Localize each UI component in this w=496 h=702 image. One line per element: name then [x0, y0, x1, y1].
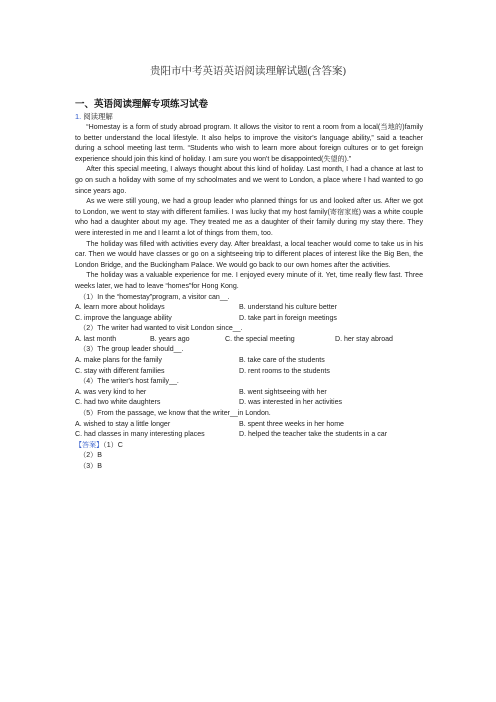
passage-paragraph: The holiday was a valuable experience for me. I enjoyed every minute of it. Yet, time really flew fast. Three weeks later, we had to leave “homes”for Hong Kong. — [75, 272, 423, 290]
option-c: C. improve the language ability — [75, 314, 172, 322]
question-stem: （3）The group leader should__. — [79, 346, 184, 354]
answer-value: （2）B — [79, 452, 102, 460]
answer-tag: 【答案】 — [75, 441, 104, 449]
option-d: D. helped the teacher take the students in a car — [239, 431, 388, 439]
option-row — [75, 356, 423, 367]
option-a: A. last month — [75, 335, 117, 343]
option-row — [75, 314, 423, 325]
section-heading: 一、英语阅读理解专项练习试卷 — [75, 99, 209, 110]
option-d: D. rent rooms to the students — [239, 367, 330, 375]
item-label — [75, 111, 113, 122]
passage-body — [75, 123, 423, 473]
passage-paragraph: After this special meeting, I always thought about this kind of holiday. Last month, I had a chance at last to go on such a holiday with some of my schoolmates and we went to London, a place where I had wanted to go since years ago. — [75, 166, 423, 195]
option-c: C. had classes in many interesting places — [75, 431, 205, 439]
question-stem: （5）From the passage, we know that the writer__in London. — [79, 410, 271, 418]
item-title: 阅读理解 — [83, 112, 113, 121]
option-d: D. take part in foreign meetings — [239, 314, 337, 322]
option-c: C. stay with different families — [75, 367, 165, 375]
option-a: A. wished to stay a little longer — [75, 420, 171, 428]
option-row — [75, 367, 423, 378]
option-a: A. was very kind to her — [75, 388, 147, 396]
answer-value: （3）B — [79, 463, 102, 470]
option-b: B. went sightseeing with her — [239, 388, 327, 396]
passage-paragraph: “Homestay is a form of study abroad program. It allows the visitor to rent a room from a local(当地的)family to better understand the local lifestyle. It also helps to improve the visitor's language ability,” said a teacher during a school meeting last term. “Students who wish to learn more about foreign cultures or to get foreign experience should join this kind of holiday. I am sure you won't be disappointed(失望的).” — [75, 124, 423, 163]
option-b: B. years ago — [150, 335, 190, 343]
option-row — [75, 420, 423, 431]
question-stem: （4）The writer's host family__. — [79, 378, 179, 386]
option-b: B. understand his culture better — [239, 304, 337, 312]
question-stem: （2）The writer had wanted to visit London since__. — [79, 325, 243, 333]
passage-paragraph: As we were still young, we had a group leader who planned things for us and looked after us. After we got to London, we went to stay with different families. I was lucky that my host family(寄宿家庭) was a white couple who had a daughter about my age. They treated me as a daughter of their family during my stay there. They were interested in me and I learnt a lot of things from them, too. — [75, 198, 423, 237]
option-row — [75, 303, 423, 314]
option-row — [75, 430, 423, 441]
question-stem: （1）In the “homestay”program, a visitor can__. — [79, 293, 230, 301]
answer-value: （1）C — [103, 441, 123, 449]
option-b: B. take care of the students — [239, 357, 325, 365]
option-c: C. had two white daughters — [75, 399, 161, 407]
document-title: 贵阳市中考英语英语阅读理解试题(含答案) — [150, 66, 346, 77]
item-number: 1. — [75, 112, 82, 121]
passage-paragraph: The holiday was filled with activities every day. After breakfast, a local teacher would come to take us in his car. Then we would have classes or go on a sightseeing trip to different places of interest like the Big Ben, the London Bridge, and the Buckingham Palace. We would go back to our own homes after the activities. — [75, 240, 423, 269]
option-b: B. spent three weeks in her home — [239, 420, 344, 428]
option-a: A. make plans for the family — [75, 357, 162, 365]
option-d: D. her stay abroad — [335, 335, 393, 343]
option-d: D. was interested in her activities — [239, 399, 343, 407]
option-row — [75, 388, 423, 399]
option-c: C. the special meeting — [225, 335, 295, 343]
answer-line — [75, 441, 423, 452]
option-row — [75, 335, 423, 346]
option-a: A. learn more about holidays — [75, 304, 165, 312]
option-row — [75, 398, 423, 409]
